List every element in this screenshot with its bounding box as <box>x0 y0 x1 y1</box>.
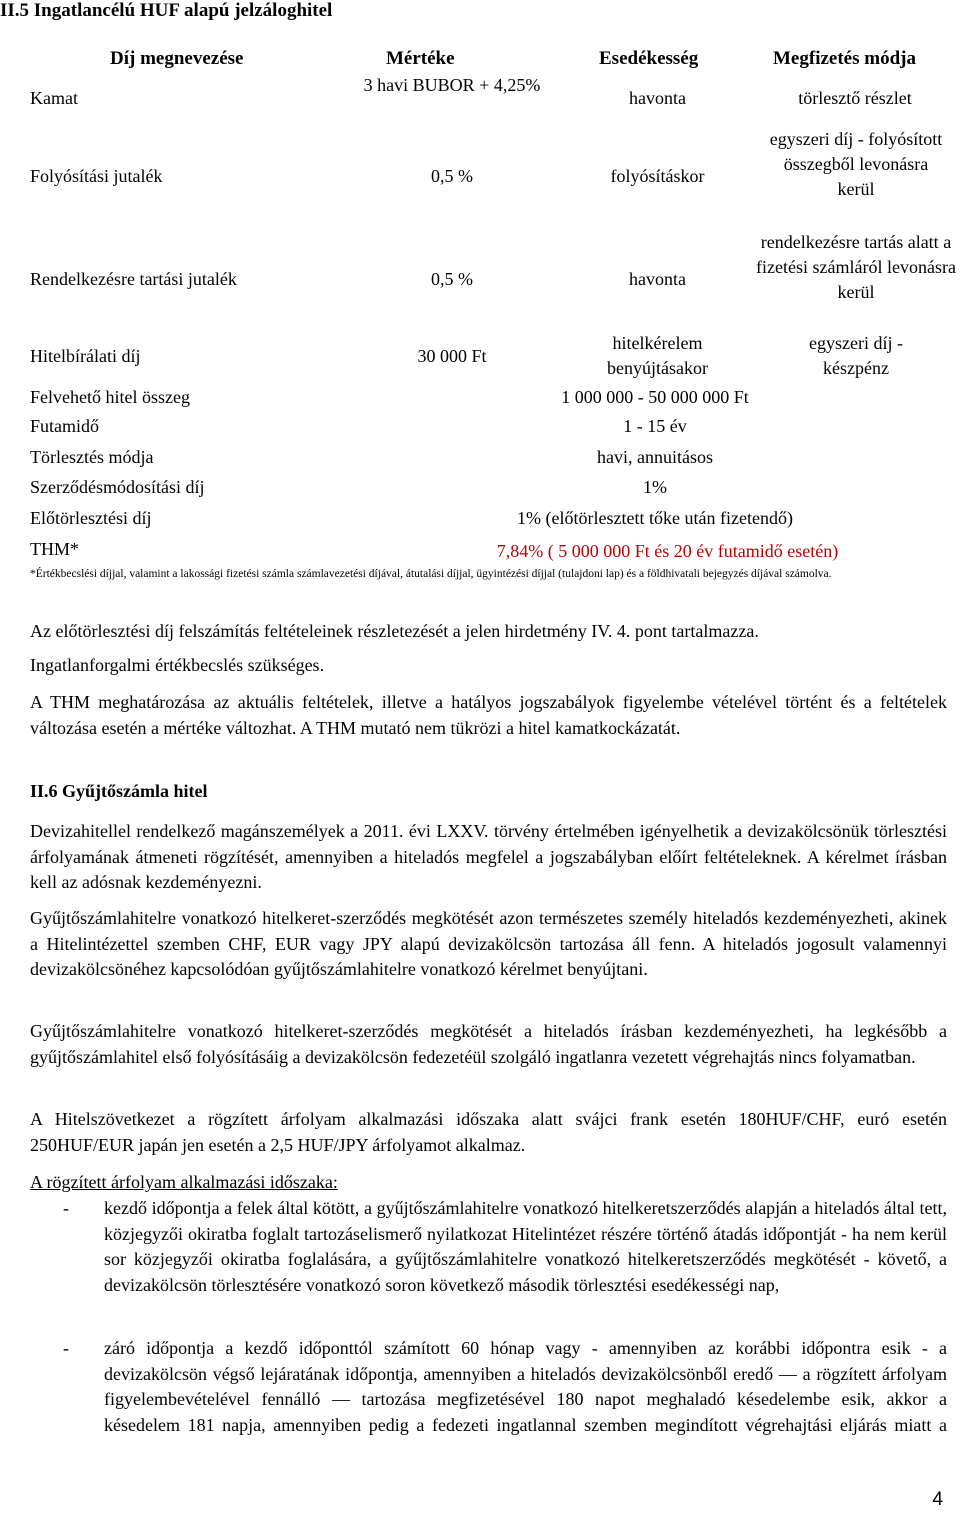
table-cell-name: Felvehető hitel összeg <box>30 387 190 407</box>
page-number: 4 <box>932 1489 943 1510</box>
table-cell-rate: 3 havi BUBOR + 4,25% <box>363 75 541 95</box>
table-cell-payment: törlesztő részlet <box>798 88 912 108</box>
table-cell-due: folyósításkor <box>610 166 705 186</box>
table-cell-name: Hitelbírálati díj <box>30 346 141 366</box>
section-title: II.6 Gyűjtőszámla hitel <box>30 781 208 801</box>
section-title: II.5 Ingatlancélú HUF alapú jelzáloghitel <box>0 0 333 21</box>
list-item: záró időpontja a kezdő időponttól számított 60 hónap vagy - amennyiben az korábbi időpontra esik - a devizakölcsön végső lejáratának időpontja, amennyiben a hiteladós devizakölcsönből eredő — a rögzített árfolyam figyelembevételével fennálló — tartozása megfizetésével 180 napot meghaladó késedelembe esik, akkor a késedelem 181 napja, amennyiben pedig a fedezeti ingatlannal szemben megindított végrehajtási eljárás miatt a <box>104 1338 947 1435</box>
paragraph: Az előtörlesztési díj felszámítás feltételeinek részletezését a jelen hirdetmény IV. 4. pont tartalmazza. <box>30 621 759 641</box>
table-cell-name: Rendelkezésre tartási jutalék <box>30 269 237 289</box>
table-cell-rate: 0,5 % <box>431 166 473 186</box>
bullet-marker: - <box>63 1338 69 1358</box>
table-cell-payment: egyszeri díj - folyósított összegből levonásra kerül <box>769 129 943 199</box>
table-cell-name: Futamidő <box>30 416 100 436</box>
table-cell-payment: egyszeri díj - készpénz <box>809 333 903 378</box>
table-header-payment: Megfizetés módja <box>773 48 916 69</box>
table-cell-rate: 30 000 Ft <box>417 346 487 366</box>
table-cell-name: Kamat <box>30 88 78 108</box>
list-item: kezdő időpontja a felek által kötött, a gyűjtőszámlahitelre vonatkozó hitelkeretszerződés alapján a hiteladós által tett, közjegyzői okiratba foglalt tartozáselismerő nyilatkozat Hitelintézet részére történő átadás időpontját - ha nem kerül sor közjegyzői okiratba foglalására, a gyűjtőszámlahitelre vonatkozó hitelkeretszerződés megkötését - követő, a devizakölcsön törlesztésére vonatkozó soron következő második törlesztési esedékességi nap, <box>104 1198 947 1295</box>
table-cell-due: havonta <box>629 269 686 289</box>
table-cell-name: Szerződésmódosítási díj <box>30 477 205 497</box>
paragraph: Gyűjtőszámlahitelre vonatkozó hitelkeret-szerződés megkötését azon természetes személy hiteladós kezdeményezheti, akinek a Hitelintézettel szemben CHF, EUR vagy JPY alapú devizakölcsön tartozása áll fenn. A hiteladós jogosult valamennyi devizakölcsönéhez kapcsolódóan gyűjtőszámlahitelre vonatkozó kérelmet benyújtani. <box>30 908 947 979</box>
thm-value: 7,84% ( 5 000 000 Ft és 20 év futamidő esetén) <box>496 541 839 561</box>
table-cell-payment: rendelkezésre tartás alatt a fizetési számláról levonásra kerül <box>756 232 956 302</box>
table-cell-rate: 0,5 % <box>431 269 473 289</box>
paragraph: Ingatlanforgalmi értékbecslés szükséges. <box>30 655 325 675</box>
table-cell-name: Törlesztés módja <box>30 447 154 467</box>
table-cell-value: 1% <box>643 477 667 497</box>
paragraph: A THM meghatározása az aktuális feltételek, illetve a hatályos jogszabályok figyelembe vételével történt és a feltételek változása esetén a mértéke változhat. A THM mutató nem tükrözi a hitel kamatkockázatát. <box>30 692 947 738</box>
table-header-rate: Mértéke <box>386 48 455 69</box>
table-cell-value: 1 000 000 - 50 000 000 Ft <box>561 387 749 407</box>
period-heading: A rögzített árfolyam alkalmazási időszaka: <box>30 1172 338 1192</box>
table-cell-value: 1 - 15 év <box>623 416 687 436</box>
table-header-name: Díj megnevezése <box>110 48 244 69</box>
bullet-marker: - <box>63 1198 69 1218</box>
paragraph: Gyűjtőszámlahitelre vonatkozó hitelkeret-szerződés megkötését a hiteladós írásban kezdeményezheti, ha legkésőbb a gyűjtőszámlahitel első folyósításáig a devizakölcsön fedezetéül szolgáló ingatlanra vezetett végrehajtás nincs folyamatban. <box>30 1021 947 1067</box>
table-footnote: *Értékbecslési díjjal, valamint a lakossági fizetési számla számlavezetési díjával, átutalási díjjal, ügyintézési díjjal (tulajdoni lap) és a földhivatali bejegyzés díjával számolva. <box>30 568 832 580</box>
table-header-due: Esedékesség <box>599 48 699 69</box>
table-cell-name: THM* <box>30 539 79 559</box>
paragraph: Devizahitellel rendelkező magánszemélyek a 2011. évi LXXV. törvény értelmében igényelhetik a devizakölcsönük törlesztési árfolyamának átmeneti rögzítését, amennyiben a hiteladós megfelel a jogszabályban előírt feltételeknek. A kérelmet írásban kell az adósnak kezdeményezni. <box>30 821 947 892</box>
table-cell-value: 1% (előtörlesztett tőke után fizetendő) <box>517 508 793 528</box>
table-cell-name: Előtörlesztési díj <box>30 508 152 528</box>
table-cell-name: Folyósítási jutalék <box>30 166 163 186</box>
table-cell-value: havi, annuitásos <box>597 447 713 467</box>
table-cell-due: havonta <box>629 88 686 108</box>
paragraph: A Hitelszövetkezet a rögzített árfolyam alkalmazási időszaka alatt svájci frank esetén 180HUF/CHF, euró esetén 250HUF/EUR japán jen esetén a 2,5 HUF/JPY árfolyamot alkalmaz. <box>30 1109 947 1155</box>
table-cell-due: hitelkérelem benyújtásakor <box>607 333 708 378</box>
